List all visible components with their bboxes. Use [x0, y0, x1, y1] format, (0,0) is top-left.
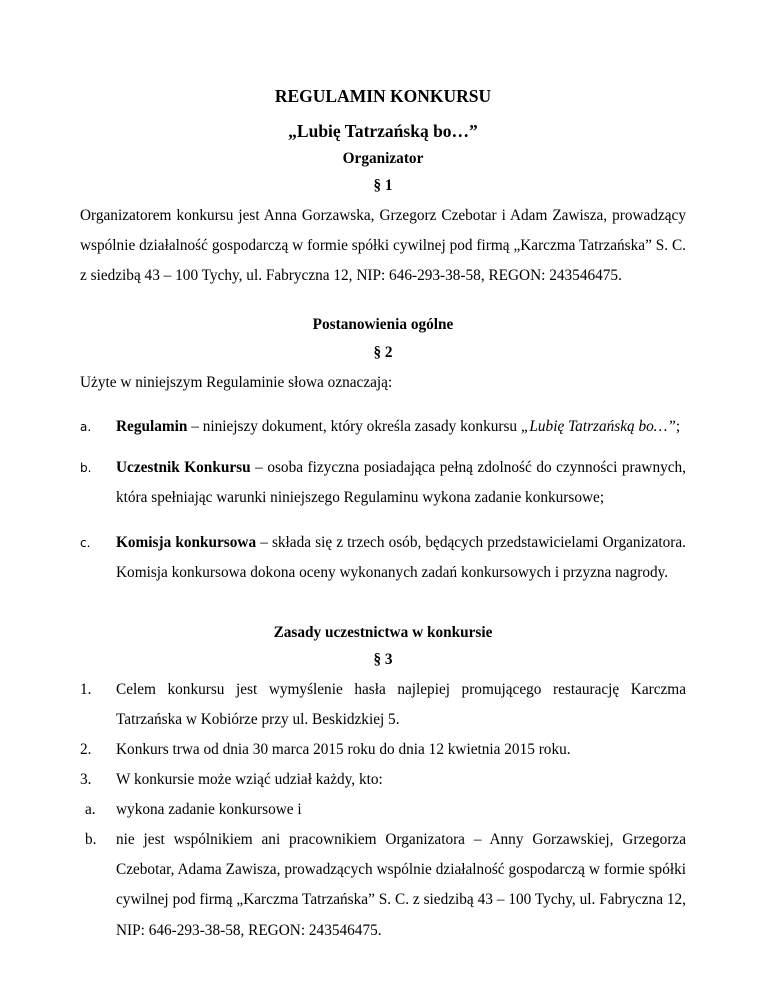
section-paragraph-mark-3: § 3 [373, 651, 393, 668]
section-heading-organizator: Organizator [342, 150, 424, 167]
definition-term: Komisja konkursowa [116, 534, 257, 551]
definition-marker: a. [80, 420, 92, 434]
definition-tail: ; [675, 418, 681, 435]
section-heading-zasady: Zasady uczestnictwa w konkursie [273, 624, 493, 641]
definition-desc: – niniejszy dokument, który określa zasady konkursu [187, 418, 521, 435]
list-item-text: Celem konkursu jest wymyślenie hasła najlepiej promującego restaurację Karczma Tatrzańska w Kobiórze przy ul. Beskidzkiej 5. [116, 681, 686, 729]
sub-list-item-text: nie jest wspólnikiem ani pracownikiem Organizatora – Anny Gorzawskiej, Grzegorza Czebotar, Adama Zawisza, prowadzących wspólnie działalność gospodarczą w formie spółki cywilnej pod firmą „Karczma Tatrzańska” S. C. z siedzibą 43 – 100 Tychy, ul. Fabryczna 12, NIP: 646-293-38-58, REGON: 243546475. [116, 831, 686, 939]
definition-term: Uczestnik Konkursu [116, 459, 251, 476]
definition-text [116, 453, 686, 513]
list-marker: 1. [80, 681, 92, 698]
list-marker: 2. [80, 741, 92, 758]
contest-name: „Lubię Tatrzańską bo…” [520, 418, 676, 435]
section-paragraph-mark-1: § 1 [373, 177, 393, 194]
list-item-text: Konkurs trwa od dnia 30 marca 2015 roku do dnia 12 kwietnia 2015 roku. [116, 741, 571, 758]
list-marker: 3. [80, 771, 92, 788]
definition-term: Regulamin [116, 418, 188, 435]
definition-desc: – osoba fizyczna posiadająca pełną zdolność do czynności prawnych, która spełniając warunki niniejszego Regulaminu wykona zadanie konkursowe; [116, 459, 687, 507]
document-title: REGULAMIN KONKURSU [274, 86, 492, 106]
section-heading-postanowienia: Postanowienia ogólne [312, 316, 454, 333]
list-item-text: W konkursie może wziąć udział każdy, kto: [116, 771, 383, 788]
definition-marker: c. [80, 536, 91, 550]
sub-list-marker: b. [85, 831, 97, 848]
section-paragraph-mark-2: § 2 [373, 344, 393, 361]
sub-list-item-text: wykona zadanie konkursowe i [116, 801, 302, 818]
definition-marker: b. [80, 461, 92, 475]
section-2-intro: Użyte w niniejszym Regulaminie słowa oznaczają: [80, 374, 393, 391]
definition-text [116, 412, 686, 442]
section-1-body: Organizatorem konkursu jest Anna Gorzawska, Grzegorz Czebotar i Adam Zawisza, prowadzący wspólnie działalność gospodarczą w formie spółki cywilnej pod firmą „Karczma Tatrzańska” S. C. z siedzibą 43 – 100 Tychy, ul. Fabryczna 12, NIP: 646-293-38-58, REGON: 243546475. [80, 207, 686, 285]
definition-desc: – składa się z trzech osób, będących przedstawicielami Organizatora. Komisja konkursowa dokona oceny wykonanych zadań konkursowych i przyzna nagrody. [116, 534, 686, 582]
document-subtitle: „Lubię Tatrzańską bo…” [288, 121, 478, 141]
definition-text [116, 528, 686, 588]
sub-list-marker: a. [85, 801, 96, 818]
